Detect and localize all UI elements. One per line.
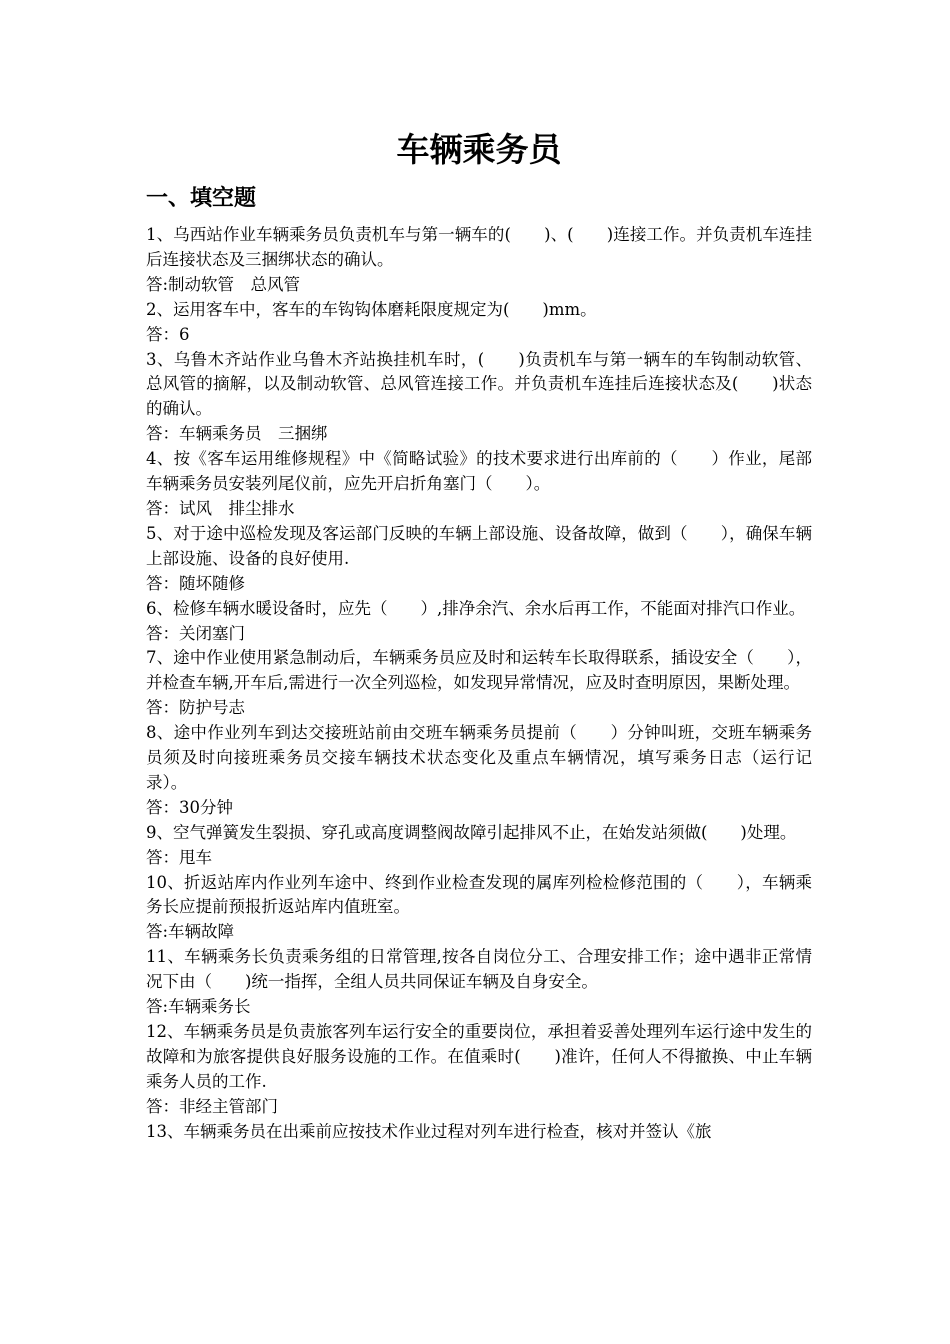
answer-text: 答：6 [146, 324, 190, 344]
question-text: 1、乌西站作业车辆乘务员负责机车与第一辆车的( )、( )连接工作。并负责机车连挂后连接状态及三捆绑状态的确认。 [146, 225, 812, 269]
answer-text: 答：试风 排尘排水 [146, 498, 295, 518]
question-text: 2、运用客车中，客车的车钩钩体磨耗限度规定为( )mm。 [146, 299, 597, 319]
question-text: 9、空气弹簧发生裂损、穿孔或高度调整阀故障引起排风不止，在始发站须做( )处理。 [146, 822, 797, 842]
answer-text: 答：非经主管部门 [146, 1096, 278, 1116]
answer-text: 答：关闭塞门 [146, 623, 245, 643]
question-text: 4、按《客车运用维修规程》中《简略试验》的技术要求进行出库前的（ ）作业，尾部车辆乘务员安装列尾仪前，应先开启折角塞门（ ）。 [146, 449, 812, 494]
answer-text: 答:制动软管 总风管 [146, 274, 301, 294]
question-text: 7、途中作业使用紧急制动后，车辆乘务员应及时和运转车长取得联系，插设安全（ ），并检查车辆,开车后,需进行一次全列巡检，如发现异常情况，应及时查明原因，果断处理。 [146, 648, 812, 693]
answer-text: 答：车辆乘务员 三捆绑 [146, 424, 328, 444]
answer-text: 答：甩车 [146, 847, 212, 867]
answer-text: 答：随坏随修 [146, 573, 245, 593]
question-list [146, 223, 812, 1145]
section-heading: 一、填空题 [146, 186, 257, 211]
answer-text: 答:车辆故障 [146, 922, 235, 942]
question-text: 5、对于途中巡检发现及客运部门反映的车辆上部设施、设备故障，做到（ ），确保车辆上部设施、设备的良好使用. [146, 523, 812, 568]
question-text: 8、途中作业列车到达交接班站前由交班车辆乘务员提前（ ）分钟叫班，交班车辆乘务员须及时向接班乘务员交接车辆技术状态变化及重点车辆情况，填写乘务日志（运行记录）。 [146, 723, 812, 792]
question-text: 12、车辆乘务员是负责旅客列车运行安全的重要岗位，承担着妥善处理列车运行途中发生的故障和为旅客提供良好服务设施的工作。在值乘时( )准许，任何人不得撤换、中止车辆乘务人员的工作. [146, 1022, 812, 1091]
answer-text: 答：防护号志 [146, 698, 245, 718]
question-text: 13、车辆乘务员在出乘前应按技术作业过程对列车进行检查，核对并签认《旅 [146, 1121, 712, 1141]
question-text: 11、车辆乘务长负责乘务组的日常管理,按各自岗位分工、合理安排工作；途中遇非正常情况下由（ )统一指挥，全组人员共同保证车辆及自身安全。 [146, 947, 812, 992]
question-text: 6、检修车辆水暖设备时，应先（ ）,排净余汽、余水后再工作，不能面对排汽口作业。 [146, 598, 806, 618]
question-text: 10、折返站库内作业列车途中、终到作业检查发现的属库列检检修范围的（ ），车辆乘务长应提前预报折返站库内值班室。 [146, 872, 812, 917]
question-text: 3、乌鲁木齐站作业乌鲁木齐站换挂机车时，( )负责机车与第一辆车的车钩制动软管、总风管的摘解，以及制动软管、总风管连接工作。并负责机车连挂后连接状态及( )状态的确认。 [146, 349, 812, 419]
answer-text: 答:车辆乘务长 [146, 997, 251, 1017]
answer-text: 答：30分钟 [146, 797, 233, 817]
page-title: 车辆乘务员 [396, 130, 562, 169]
